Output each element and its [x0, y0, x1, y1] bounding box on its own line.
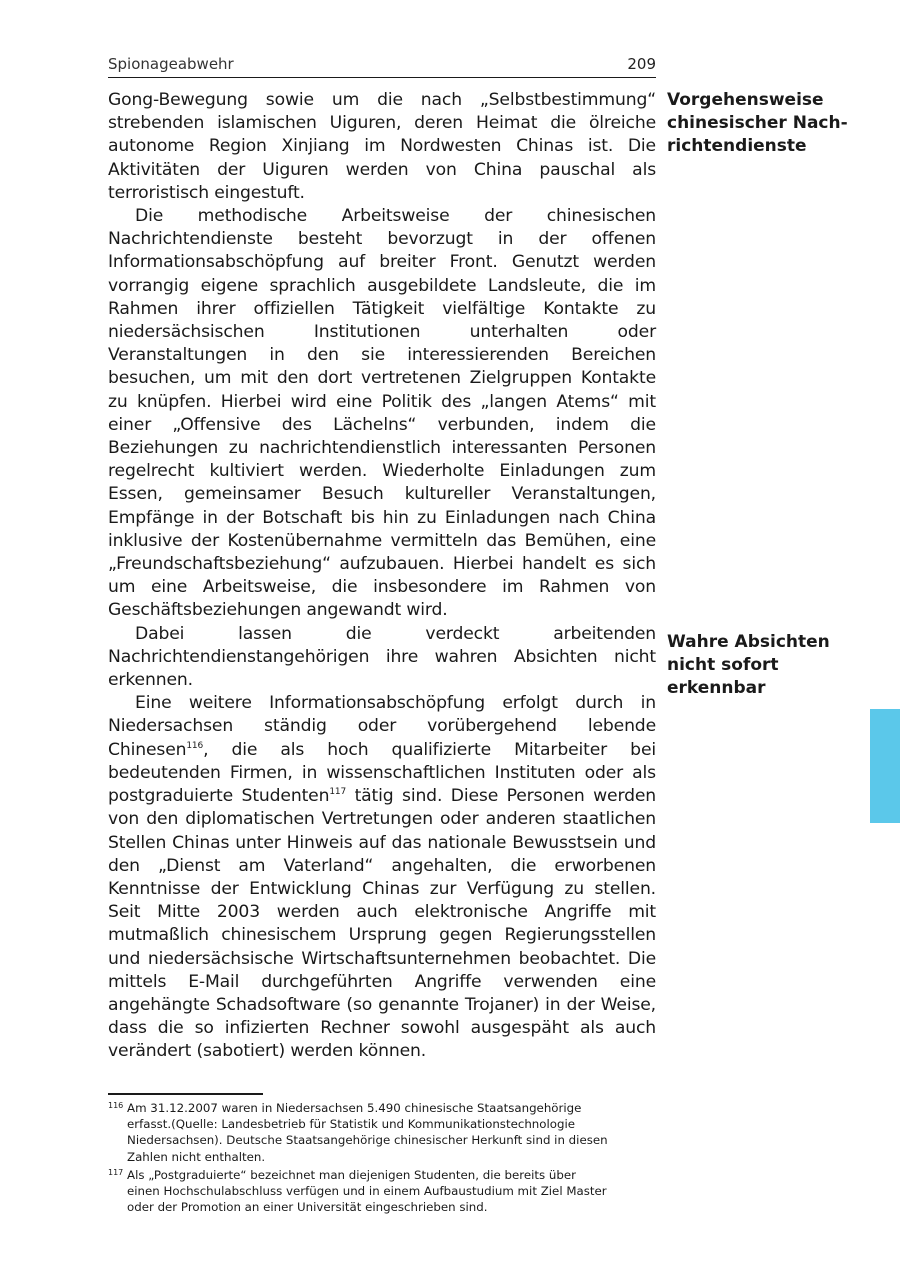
margin-note-line: Wahre Absichten	[667, 632, 830, 652]
paragraph-2: Die methodische Arbeitsweise der chinesischen Nachrichtendienste besteht bevorzugt in der offenen Informationsabschöpfung auf breiter Front. Genutzt werden vorrangig eigene sprachlich ausgebildete Landsleute, die im Rahmen ihrer offiziellen Tätigkeit vielfältige Kontakte zu niedersächsischen Institutionen unterhalten oder Veranstaltungen in den sie interessierenden Bereichen besuchen, um mit den dort vertretenen Zielgruppen Kontakte zu knüpfen. Hierbei wird eine Politik des „langen Atems“ mit einer „Offensive des Lächelns“ verbunden, indem die Beziehungen zu nachrichtendienstlich interessanten Personen regelrecht kultiviert werden. Wiederholte Einladungen zum Essen, gemeinsamer Besuch kultureller Veranstaltungen, Empfänge in der Botschaft bis hin zu Einladungen nach China inklusive der Kostenübernahme vermitteln das Bemühen, eine „Freundschaftsbeziehung“ aufzubauen. Hierbei handelt es sich um eine Arbeitsweise, die insbesondere im Rahmen von Geschäftsbeziehungen angewandt wird.	[108, 206, 656, 621]
margin-note-line: Vorgehensweise	[667, 90, 824, 110]
footnotes	[108, 1100, 656, 1217]
paragraph-4-part-b: , die als hoch qualifizierte Mitarbeiter bei bedeutenden Firmen, in wissenschaftlichen Instituten oder als postgraduierte Studenten	[108, 739, 656, 807]
footnote-line: Am 31.12.2007 waren in Niedersachsen 5.490 chinesische Staatsangehörige	[127, 1101, 582, 1115]
paragraph-3: Dabei lassen die verdeckt arbeitenden Nachrichtendienstangehörigen ihre wahren Absichten nicht erkennen.	[108, 623, 656, 691]
footnote-reference-117[interactable]: 117	[329, 787, 347, 798]
margin-note-methods	[667, 89, 848, 158]
footnote-117	[108, 1167, 656, 1216]
running-head-section-title: Spionageabwehr	[108, 55, 234, 73]
margin-note-line: nicht sofort	[667, 655, 779, 675]
chapter-thumb-tab	[870, 709, 900, 823]
page-number: 209	[627, 55, 656, 73]
footnote-divider	[108, 1093, 263, 1095]
footnote-reference-116[interactable]: 116	[186, 740, 204, 751]
main-text	[108, 89, 656, 1064]
margin-note-intentions	[667, 631, 842, 700]
footnote-line: oder der Promotion an einer Universität eingeschrieben sind.	[127, 1200, 488, 1215]
margin-note-line: chinesischer Nach-	[667, 113, 848, 133]
footnote-line: Niedersachsen). Deutsche Staatsangehörige chinesischer Herkunft sind in diesen	[127, 1133, 608, 1148]
footnote-line: einen Hochschulabschluss verfügen und in einem Aufbaustudium mit Ziel Master	[127, 1184, 607, 1199]
footnote-line: Zahlen nicht enthalten.	[127, 1149, 266, 1164]
running-head	[108, 55, 656, 78]
paragraph-4-part-a: Eine weitere Informationsabschöpfung erfolgt durch in Niedersachsen ständig oder vorübergehend lebende Chinesen	[108, 693, 656, 760]
paragraph-4-part-c: tätig sind. Diese Personen werden von den diplomatischen Vertretungen oder anderen staatlichen Stellen Chinas unter Hinweis auf das nationale Bewusstsein und den „Dienst am Vaterland“ angehalten, die erworbenen Kenntnisse der Entwicklung Chinas zur Verfügung zu stellen. Seit Mitte 2003 werden auch elektronische Angriffe mit mutmaßlich chinesischem Ursprung gegen Regierungsstellen und niedersächsische Wirtschaftsunternehmen beobachtet. Die mittels E-Mail durchgeführten Angriffe verwenden eine angehängte Schadsoftware (so genannte Trojaner) in der Weise, dass die so infizierten Rechner sowohl ausgespäht als auch verändert (sabotiert) werden können.	[108, 786, 656, 1062]
paragraph-4	[108, 692, 656, 1063]
footnote-line: erfasst.(Quelle: Landesbetrieb für Statistik und Kommunikationstechnologie	[127, 1117, 576, 1132]
footnote-number: 116	[108, 1101, 124, 1110]
footnote-line: Als „Postgraduierte“ bezeichnet man diejenigen Studenten, die bereits über	[127, 1167, 576, 1182]
footnote-number: 117	[108, 1167, 124, 1177]
margin-note-line: erkennbar	[667, 678, 766, 698]
footnote-116	[108, 1100, 656, 1165]
paragraph-1: Gong-Bewegung sowie um die nach „Selbstbestimmung“ strebenden islamischen Uiguren, deren Heimat die ölreiche autonome Region Xinjiang im Nordwesten Chinas ist. Die Aktivitäten der Uiguren werden von China pauschal als terroristisch eingestuft.	[108, 90, 656, 203]
margin-note-line: richtendienste	[667, 136, 807, 156]
